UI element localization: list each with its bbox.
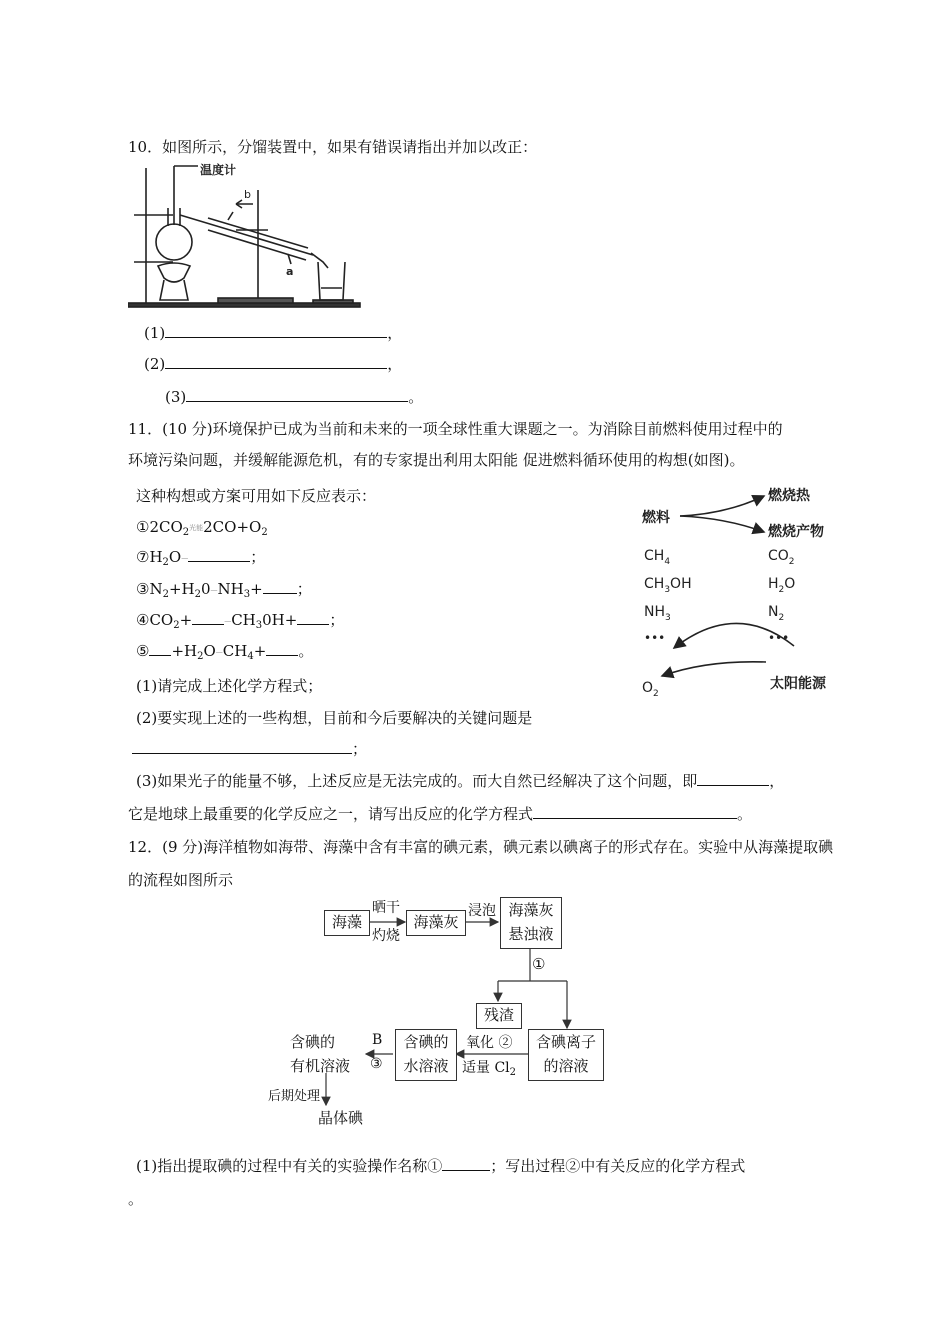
answer-line[interactable] <box>165 368 387 369</box>
q12-part-1: (1)指出提取碘的过程中有关的实验操作名称① ；写出过程②中有关反应的化学方程式 <box>136 1157 746 1175</box>
q11-intro: 这种构想或方案可用如下反应表示： <box>136 487 377 505</box>
question-11-title: 11．(10 分)环境保护已成为当前和未来的一项全球性重大课题之一。为消除目前燃料使用过程中的 <box>128 420 783 438</box>
fuel-ch4: $CH_4$ <box>644 548 671 567</box>
q11-part-3: (3)如果光子的能量不够，上述反应是无法完成的。而大自然已经解决了这个问题，即 ， <box>136 772 785 790</box>
seaweed-ash-box: 海藻灰 <box>406 910 466 936</box>
soak-label: 浸泡 <box>468 903 496 919</box>
question-11-title-cont: 环境污染问题，并缓解能源危机，有的专家提出利用太阳能 促进燃料循环使用的构想(如图)。 <box>128 451 745 469</box>
fuel-nh3: $NH_3$ <box>644 604 671 623</box>
blank-number: (1) <box>144 324 166 342</box>
blank-punct: ， <box>387 355 403 373</box>
step-3-marker: ③ <box>370 1056 383 1072</box>
answer-line[interactable] <box>263 593 297 594</box>
suspension-line1: 海藻灰 <box>508 901 554 919</box>
suspension-line2: 悬浊液 <box>508 925 554 943</box>
iodide-line2: 的溶液 <box>543 1057 589 1075</box>
drying-label: 晒干 <box>372 900 400 916</box>
reaction-2: $⑦H_2O—$ ； <box>136 548 266 568</box>
organic-line1: 含碘的 <box>290 1033 336 1051</box>
q11-part-2: (2)要实现上述的一些构想，目前和今后要解决的关键问题是 <box>136 709 533 727</box>
step-1-marker: ① <box>532 955 546 973</box>
oxidation-label: 氧化 ② <box>466 1035 513 1051</box>
cycle-arrow-bottom <box>662 662 766 676</box>
dots-right: ••• <box>768 631 790 645</box>
oxygen-label: $O_2$ <box>642 680 659 699</box>
post-processing-label: 后期处理 <box>268 1089 321 1104</box>
iodide-solution-box <box>528 1029 604 1081</box>
arrow-to-heat <box>680 496 764 516</box>
iodine-extraction-flowchart <box>260 895 620 1135</box>
products-label: 燃烧产物 <box>768 524 824 540</box>
blank-number: (2) <box>144 355 166 373</box>
distillation-apparatus-figure <box>128 160 368 310</box>
seaweed-box: 海藻 <box>324 910 370 936</box>
q10-blank-1 <box>144 322 402 343</box>
answer-line[interactable] <box>297 624 329 625</box>
label-b: b <box>244 188 251 201</box>
question-12-title-cont: 的流程如图所示 <box>128 871 234 889</box>
fuel-cycle-diagram <box>636 480 846 700</box>
blank-punct: 。 <box>408 388 424 406</box>
organic-line2: 有机溶液 <box>290 1057 351 1075</box>
question-12-title: 12．(9 分)海洋植物如海带、海藻中含有丰富的碘元素，碘元素以碘离子的形式存在。实验中从海藻提取碘 <box>128 838 834 856</box>
q10-blank-2 <box>144 353 402 374</box>
aqueous-line1: 含碘的 <box>403 1033 449 1051</box>
answer-line[interactable] <box>165 337 387 338</box>
residue-box: 残渣 <box>476 1003 522 1029</box>
answer-line[interactable] <box>442 1170 490 1171</box>
product-co2: $CO_2$ <box>768 548 795 567</box>
answer-line[interactable] <box>192 624 224 625</box>
crystal-iodine-label: 晶体碘 <box>318 1109 364 1127</box>
q11-part-3-cont: 它是地球上最重要的化学反应之一，请写出反应的化学方程式 。 <box>128 805 753 823</box>
dots-left: ••• <box>644 631 666 645</box>
heat-label: 燃烧热 <box>768 488 810 504</box>
iodide-line1: 含碘离子 <box>535 1033 596 1051</box>
burning-label: 灼烧 <box>372 928 400 944</box>
q10-blank-3 <box>165 386 423 407</box>
reaction-4: $④CO_2+$ $—CH_30H+$ ； <box>136 611 345 631</box>
q11-part-2-answer: ； <box>132 738 367 759</box>
answer-line[interactable] <box>266 655 298 656</box>
aqueous-iodine-box <box>395 1029 457 1081</box>
arrow-to-products <box>680 516 764 532</box>
label-a: a <box>286 265 294 278</box>
product-h2o: $H_2O$ <box>768 576 796 595</box>
answer-line[interactable] <box>132 753 352 754</box>
chlorine-label: 适量 $Cl_2$ <box>462 1060 517 1078</box>
blank-punct: ， <box>387 324 403 342</box>
fuel-ch3oh: $CH_3OH$ <box>644 576 692 595</box>
question-10-title: 10．如图所示，分馏装置中，如果有错误请指出并加以改正： <box>128 138 538 156</box>
thermometer-label: 温度计 <box>200 163 237 177</box>
b-label: B <box>372 1032 383 1048</box>
answer-line[interactable] <box>533 818 737 819</box>
answer-line[interactable] <box>186 401 408 402</box>
answer-line[interactable] <box>697 785 769 786</box>
reaction-5: ⑤ $+H_2O—CH_4+$ 。 <box>136 642 314 662</box>
product-n2: $N_2$ <box>768 604 785 623</box>
suspension-box <box>500 897 562 949</box>
q12-part-1-end: 。 <box>128 1190 144 1208</box>
blank-number: (3) <box>165 388 187 406</box>
fuel-label: 燃料 <box>642 510 670 526</box>
answer-line[interactable] <box>188 561 250 562</box>
reaction-3: $③N_2+H_20—NH_3+$ ； <box>136 580 312 600</box>
aqueous-line2: 水溶液 <box>403 1057 449 1075</box>
reaction-1: $①2CO_2$光能$2CO+O_2$ <box>136 518 268 538</box>
answer-line[interactable] <box>149 655 171 656</box>
q11-part-1: (1)请完成上述化学方程式； <box>136 677 323 695</box>
solar-label: 太阳能源 <box>770 676 826 692</box>
